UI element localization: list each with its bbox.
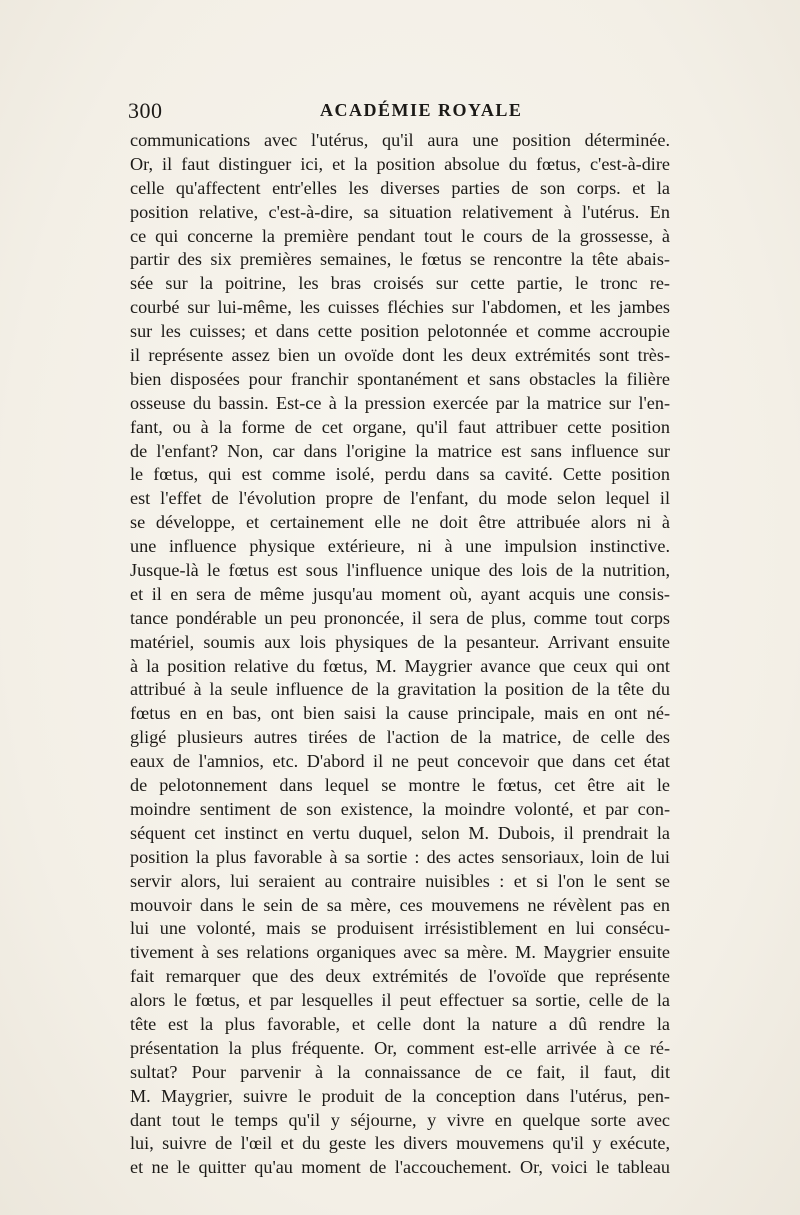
text-line: tance pondérable un peu prononcée, il sera de plus, comme tout corps [130,607,670,628]
text-line: à la position relative du fœtus, M. Maygrier avance que ceux qui ont [130,655,670,676]
text-line: bien disposées pour franchir spontanément et sans obstacles la filière [130,368,670,389]
text-line: position la plus favorable à sa sortie : des actes sensoriaux, loin de lui [130,846,670,867]
text-line: position relative, c'est-à-dire, sa situation relativement à l'utérus. En [130,201,670,222]
text-line: mouvoir dans le sein de sa mère, ces mouvemens ne révèlent pas en [130,894,670,915]
text-line: séquent cet instinct en vertu duquel, selon M. Dubois, il prendrait la [130,822,670,843]
text-line: présentation la plus fréquente. Or, comment est-elle arrivée à ce ré- [130,1037,670,1058]
text-line: communications avec l'utérus, qu'il aura une position déterminée. [130,130,670,150]
text-line: tête est la plus favorable, et celle dont la nature a dû rendre la [130,1013,670,1034]
text-line: une influence physique extérieure, ni à une impulsion instinctive. [130,536,670,557]
text-line: sultat? Pour parvenir à la connaissance de ce fait, il faut, dit [130,1061,670,1082]
page-header [128,98,678,126]
text-line: partir des six premières semaines, le fœtus se rencontre la tête abais- [130,249,670,270]
text-line: courbé sur lui-même, les cuisses fléchies sur l'abdomen, et les jambes [130,297,670,318]
page-number: 300 [128,98,163,123]
text-line: se développe, et certainement elle ne doit être attribuée alors ni à [130,512,670,533]
text-line: dant tout le temps qu'il y séjourne, y vivre en quelque sorte avec [130,1109,670,1130]
text-line: tivement à ses relations organiques avec sa mère. M. Maygrier ensuite [130,942,670,963]
body-text [130,129,670,1180]
text-line: celle qu'affectent entr'elles les diverses parties de son corps. et la [130,177,670,198]
text-line: ce qui concerne la première pendant tout le cours de la grossesse, à [130,225,670,246]
text-line: lui, suivre de l'œil et du geste les divers mouvemens qu'il y exécute, [130,1133,670,1154]
text-line: est l'effet de l'évolution propre de l'enfant, du mode selon lequel il [130,488,670,509]
text-line: Or, il faut distinguer ici, et la position absolue du fœtus, c'est-à-dire [130,153,670,174]
text-line: sée sur la poitrine, les bras croisés sur cette partie, le tronc re- [130,273,670,294]
text-line: eaux de l'amnios, etc. D'abord il ne peut concevoir que dans cet état [130,751,670,772]
text-line: il représente assez bien un ovoïde dont les deux extrémités sont très- [130,345,670,366]
text-line: lui une volonté, mais se produisent irrésistiblement en lui consécu- [130,918,670,939]
text-line: sur les cuisses; et dans cette position pelotonnée et comme accroupie [130,321,670,342]
text-line: moindre sentiment de son existence, la moindre volonté, et par con- [130,798,670,819]
text-line: et il en sera de même jusqu'au moment où, ayant acquis une consis- [130,583,670,604]
text-line: alors le fœtus, et par lesquelles il peut effectuer sa sortie, celle de la [130,990,670,1011]
text-line: M. Maygrier, suivre le produit de la conception dans l'utérus, pen- [130,1085,670,1106]
text-line: le fœtus, qui est comme isolé, perdu dans sa cavité. Cette position [130,464,670,485]
text-line: de l'enfant? Non, car dans l'origine la matrice est sans influence sur [130,440,670,461]
text-line: servir alors, lui seraient au contraire nuisibles : et si l'on le sent se [130,870,670,891]
text-line: fait remarquer que des deux extrémités de l'ovoïde que représente [130,966,670,987]
text-line: fant, ou à la forme de cet organe, qu'il faut attribuer cette position [130,416,670,437]
text-line: gligé plusieurs autres tirées de l'action de la matrice, de celle des [130,727,670,748]
text-line: et ne le quitter qu'au moment de l'accouchement. Or, voici le tableau [130,1157,670,1178]
text-line: Jusque-là le fœtus est sous l'influence unique des lois de la nutrition, [130,560,670,581]
running-head: ACADÉMIE ROYALE [320,100,523,120]
text-line: de pelotonnement dans lequel se montre le fœtus, cet être ait le [130,775,670,796]
text-line: osseuse du bassin. Est-ce à la pression exercée par la matrice sur l'en- [130,392,670,413]
text-line: attribué à la seule influence de la gravitation la position de la tête du [130,679,670,700]
text-line: fœtus en en bas, ont bien saisi la cause principale, mais en ont né- [130,703,670,724]
text-line: matériel, soumis aux lois physiques de la pesanteur. Arrivant ensuite [130,631,670,652]
